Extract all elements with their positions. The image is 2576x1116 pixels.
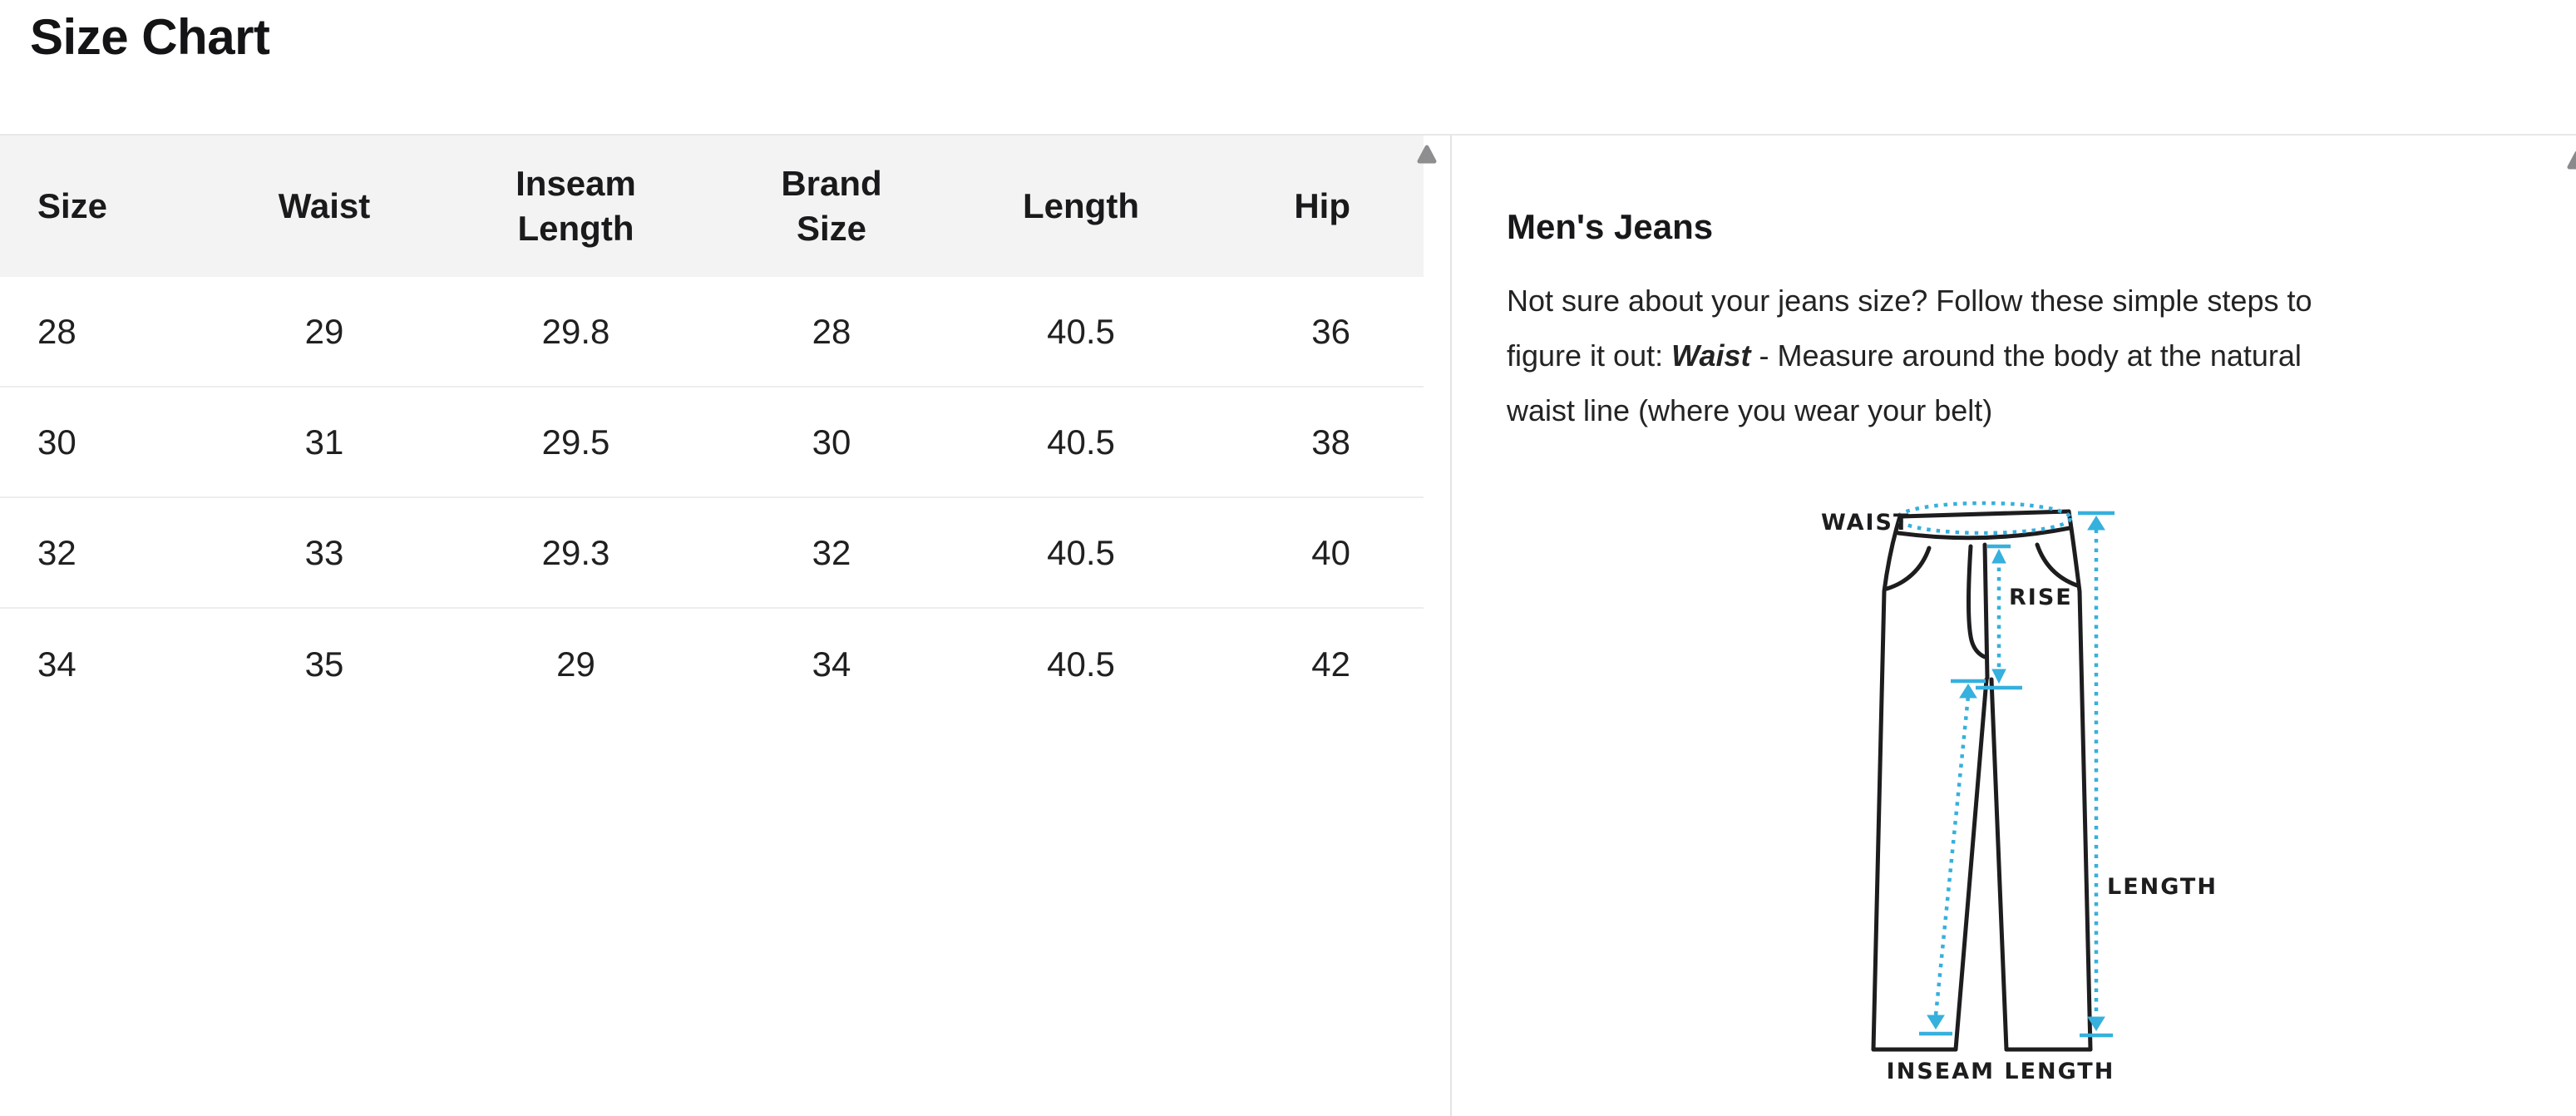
table-cell: 32 — [37, 532, 76, 572]
header-cell: Hip — [1294, 186, 1350, 225]
page-scroll-up-button[interactable] — [2565, 151, 2576, 170]
table-cell: 28 — [37, 311, 76, 351]
table-cell: 33 — [304, 532, 344, 572]
table-cell: 31 — [304, 422, 344, 462]
instruction-line: waist line (where you wear your belt) — [1507, 393, 1993, 427]
table-cell: 32 — [812, 532, 851, 572]
instruction-line: Not sure about your jeans size? Follow these simple steps to — [1507, 284, 2312, 318]
table-cell: 40 — [1311, 532, 1350, 572]
table-cell: 40.5 — [1047, 311, 1115, 351]
waist-term: Waist — [1671, 338, 1751, 373]
waist-measure-ellipse — [1897, 503, 2070, 533]
table-row — [0, 609, 1424, 719]
table-row — [0, 277, 1424, 388]
header-cell: Length — [1023, 186, 1139, 225]
rise-label: RISE — [2009, 585, 2073, 610]
inseam-length-label: INSEAM LENGTH — [1886, 1059, 2115, 1084]
table-cell: 35 — [304, 644, 344, 684]
size-table — [0, 136, 1424, 719]
table-scroll-up-button[interactable] — [1415, 145, 1439, 165]
instruction-line: figure it out: — [1507, 338, 1672, 373]
table-cell: 29.8 — [541, 311, 610, 351]
header-cell: Size — [37, 186, 108, 225]
table-header-row — [0, 136, 1424, 277]
measure-instructions — [1507, 274, 2546, 438]
instruction-line: - Measure around the body at the natural — [1750, 338, 2302, 373]
table-body — [0, 277, 1424, 719]
table-cell: 29.5 — [541, 422, 610, 462]
table-row — [0, 388, 1424, 498]
jeans-measurement-diagram — [1804, 486, 2237, 1110]
table-cell: 36 — [1311, 311, 1350, 351]
waist-label: WAIST — [1821, 510, 1911, 536]
table-cell: 30 — [812, 422, 851, 462]
header-cell: Waist — [278, 186, 371, 225]
header-cell: Brand Size — [781, 164, 882, 248]
table-cell: 29 — [304, 311, 344, 351]
table-row — [0, 498, 1424, 609]
table-cell: 40.5 — [1047, 532, 1115, 572]
triangle-up-icon — [1415, 145, 1439, 165]
length-label: LENGTH — [2107, 874, 2218, 900]
header-cell: Inseam Length — [516, 164, 636, 248]
table-cell: 30 — [37, 422, 76, 462]
table-cell: 40.5 — [1047, 422, 1115, 462]
table-cell: 28 — [812, 311, 851, 351]
table-cell: 34 — [812, 644, 851, 684]
table-cell: 34 — [37, 644, 76, 684]
table-cell: 29 — [556, 644, 595, 684]
table-cell: 42 — [1311, 644, 1350, 684]
panel-heading: Men's Jeans — [1507, 207, 1714, 246]
page-title: Size Chart — [30, 9, 270, 65]
table-cell: 29.3 — [541, 532, 610, 572]
table-cell: 38 — [1311, 422, 1350, 462]
table-cell: 40.5 — [1047, 644, 1115, 684]
triangle-up-icon — [2565, 151, 2576, 170]
